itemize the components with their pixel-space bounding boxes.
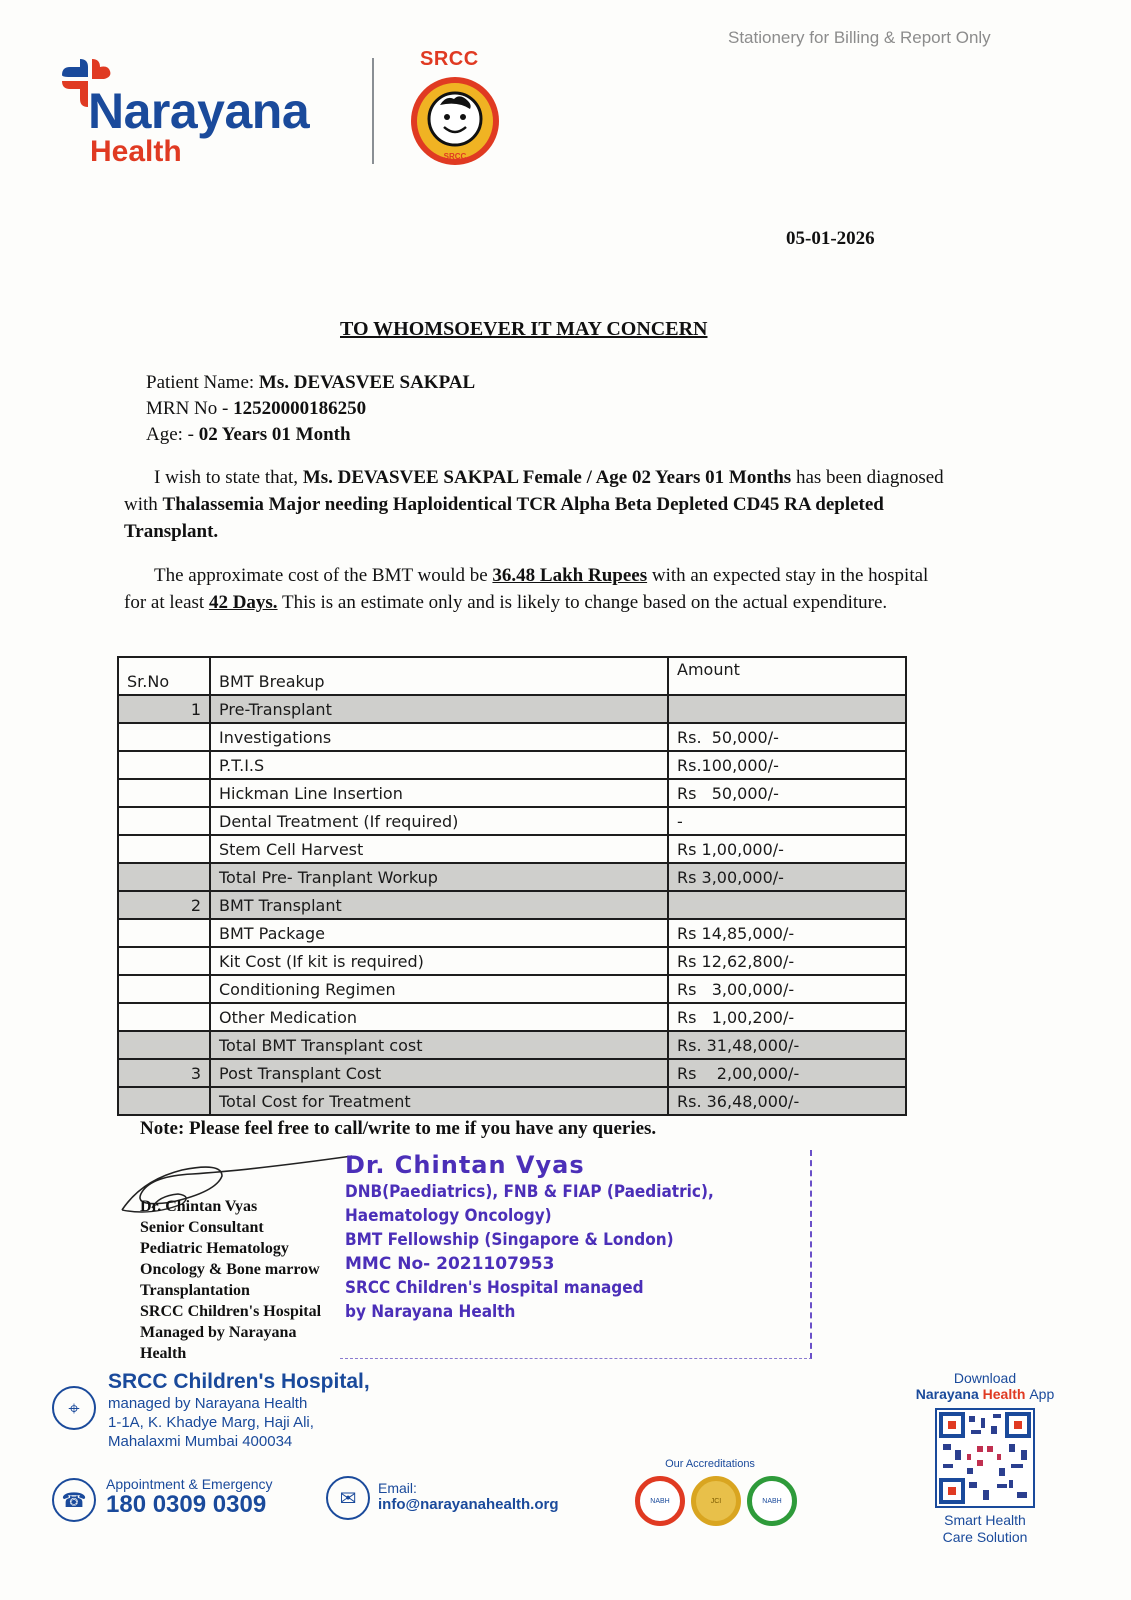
footer-email bbox=[378, 1480, 559, 1513]
table-row bbox=[118, 863, 906, 891]
table-row bbox=[118, 695, 906, 723]
cell-sr-no: 2 bbox=[118, 891, 210, 919]
cell-amount: - bbox=[668, 807, 906, 835]
footer-address-1: 1-1A, K. Khadye Marg, Haji Ali, bbox=[108, 1414, 314, 1431]
cell-sr-no: 3 bbox=[118, 1059, 210, 1087]
app-download-label: Download bbox=[953, 1370, 1017, 1386]
cell-sr-no: 1 bbox=[118, 695, 210, 723]
nabh-green-badge-icon: NABH bbox=[747, 1476, 797, 1526]
cell-sr-no bbox=[118, 919, 210, 947]
accreditation-badges bbox=[635, 1476, 797, 1526]
cell-amount: Rs 2,00,000/- bbox=[668, 1059, 906, 1087]
cell-breakup-item: BMT Package bbox=[210, 919, 668, 947]
patient-age-label: Age: - bbox=[146, 424, 195, 445]
footer-appointment bbox=[106, 1476, 273, 1518]
cost-paragraph bbox=[124, 562, 954, 616]
app-name-2: Health bbox=[982, 1386, 1026, 1402]
header-sr-no: Sr.No bbox=[118, 657, 210, 695]
signatory-department: Pediatric Hematology Oncology & Bone marrow Transplantation bbox=[140, 1240, 320, 1299]
patient-age-row bbox=[146, 422, 475, 448]
patient-name-value: Ms. DEVASVEE SAKPAL bbox=[258, 372, 476, 393]
qr-code-icon[interactable] bbox=[935, 1408, 1035, 1508]
table-row bbox=[118, 779, 906, 807]
note-text: Note: Please feel free to call/write to me if you have any queries. bbox=[140, 1118, 657, 1139]
cell-breakup-item: Investigations bbox=[210, 723, 668, 751]
signatory-name: Dr. Chintan Vyas bbox=[140, 1198, 258, 1215]
stamp-hospital-2: by Narayana Health bbox=[345, 1302, 516, 1322]
footer-managed-by: managed by Narayana Health bbox=[108, 1395, 308, 1412]
stay-days: 42 Days. bbox=[208, 592, 278, 613]
stamp-border bbox=[340, 1150, 812, 1359]
cell-breakup-item: P.T.I.S bbox=[210, 751, 668, 779]
cell-sr-no bbox=[118, 835, 210, 863]
para2-mid: with an expected stay in the hospital for at least bbox=[124, 565, 929, 613]
footer-hospital-name: SRCC Children's Hospital, bbox=[108, 1370, 370, 1393]
email-link[interactable]: info@narayanahealth.org bbox=[378, 1496, 559, 1513]
table-row bbox=[118, 947, 906, 975]
cell-sr-no bbox=[118, 807, 210, 835]
app-tagline-2: Care Solution bbox=[942, 1529, 1028, 1545]
diagnosis-paragraph bbox=[124, 464, 954, 545]
para1-patient: Ms. DEVASVEE SAKPAL Female / Age 02 Years 01 Months bbox=[302, 467, 792, 488]
cell-breakup-item: Hickman Line Insertion bbox=[210, 779, 668, 807]
cell-amount bbox=[668, 695, 906, 723]
signatory-hospital: SRCC Children's Hospital Managed by Narayana Health bbox=[140, 1303, 322, 1362]
cell-amount: Rs 1,00,000/- bbox=[668, 835, 906, 863]
approx-cost: 36.48 Lakh Rupees bbox=[492, 565, 648, 586]
cell-sr-no bbox=[118, 1003, 210, 1031]
cell-sr-no bbox=[118, 1087, 210, 1115]
cost-table-wrapper bbox=[117, 656, 907, 1116]
jci-badge-icon: JCI bbox=[691, 1476, 741, 1526]
footer-address-2: Mahalaxmi Mumbai 400034 bbox=[108, 1433, 293, 1450]
brand-sub: Health bbox=[90, 135, 182, 168]
app-name bbox=[900, 1386, 1070, 1402]
patient-mrn-value: 12520000186250 bbox=[233, 398, 367, 419]
patient-name-label: Patient Name: bbox=[146, 372, 255, 393]
stamp-name: Dr. Chintan Vyas bbox=[345, 1151, 585, 1179]
cell-amount: Rs 3,00,000/- bbox=[668, 975, 906, 1003]
table-row bbox=[118, 1087, 906, 1115]
patient-name-row bbox=[146, 370, 475, 396]
table-row bbox=[118, 1003, 906, 1031]
table-body bbox=[118, 695, 906, 1115]
cell-sr-no bbox=[118, 975, 210, 1003]
app-name-1: Narayana bbox=[915, 1386, 979, 1402]
partner-name: SRCC bbox=[420, 48, 479, 70]
stamp-fellowship: BMT Fellowship (Singapore & London) bbox=[345, 1230, 674, 1250]
appointment-label: Appointment & Emergency bbox=[106, 1476, 273, 1492]
brand-name: Narayana bbox=[88, 83, 310, 139]
app-tagline-1: Smart Health bbox=[944, 1512, 1026, 1528]
cell-breakup-item: Post Transplant Cost bbox=[210, 1059, 668, 1087]
location-pin-icon: ⌖ bbox=[52, 1386, 96, 1430]
letter-date: 05-01-2026 bbox=[786, 228, 875, 249]
cell-breakup-item: Kit Cost (If kit is required) bbox=[210, 947, 668, 975]
table-row bbox=[118, 835, 906, 863]
phone-number-link[interactable]: 180 0309 0309 bbox=[106, 1491, 267, 1518]
app-download-block bbox=[900, 1370, 1070, 1546]
table-row bbox=[118, 891, 906, 919]
signature-block bbox=[140, 1196, 330, 1364]
para1-diagnosis: Thalassemia Major needing Haploidentical TCR Alpha Beta Depleted CD45 RA depleted Transplant. bbox=[124, 494, 884, 542]
cell-breakup-item: Pre-Transplant bbox=[210, 695, 668, 723]
cell-amount: Rs 50,000/- bbox=[668, 779, 906, 807]
partner-ring-text: SRCC bbox=[443, 152, 467, 161]
para2-tail: This is an estimate only and is likely to change based on the actual expenditure. bbox=[281, 592, 888, 613]
para2-lead: The approximate cost of the BMT would be bbox=[154, 565, 488, 586]
phone-icon: ☎ bbox=[52, 1478, 96, 1522]
cell-sr-no bbox=[118, 751, 210, 779]
cell-sr-no bbox=[118, 723, 210, 751]
stationery-note: Stationery for Billing & Report Only bbox=[728, 28, 991, 47]
table-row bbox=[118, 1031, 906, 1059]
cell-breakup-item: Total Cost for Treatment bbox=[210, 1087, 668, 1115]
table-row bbox=[118, 1059, 906, 1087]
cell-sr-no bbox=[118, 947, 210, 975]
cell-amount: Rs 12,62,800/- bbox=[668, 947, 906, 975]
header-bmt-breakup: BMT Breakup bbox=[210, 657, 668, 695]
table-row bbox=[118, 751, 906, 779]
bmt-cost-table bbox=[117, 656, 907, 1116]
cell-sr-no bbox=[118, 863, 210, 891]
app-name-3: App bbox=[1029, 1386, 1055, 1402]
patient-mrn-row bbox=[146, 396, 475, 422]
para1-lead: I wish to state that, bbox=[154, 467, 299, 488]
table-header-row bbox=[118, 657, 906, 695]
cell-breakup-item: Conditioning Regimen bbox=[210, 975, 668, 1003]
para1-mid: has been diagnosed with bbox=[124, 467, 944, 515]
cell-amount: Rs 14,85,000/- bbox=[668, 919, 906, 947]
cell-amount: Rs.100,000/- bbox=[668, 751, 906, 779]
cell-amount: Rs. 31,48,000/- bbox=[668, 1031, 906, 1059]
cell-breakup-item: Other Medication bbox=[210, 1003, 668, 1031]
accreditations-label: Our Accreditations bbox=[665, 1458, 755, 1470]
letter-heading: TO WHOMSOEVER IT MAY CONCERN bbox=[340, 318, 708, 340]
patient-details bbox=[146, 370, 475, 448]
cell-amount: Rs 3,00,000/- bbox=[668, 863, 906, 891]
stamp-mmc-no: MMC No- 2021107953 bbox=[345, 1254, 555, 1274]
logo-divider bbox=[372, 58, 374, 164]
stamp-qualification-2: Haematology Oncology) bbox=[345, 1206, 552, 1226]
srcc-smiley-logo-icon bbox=[408, 75, 502, 167]
cell-sr-no bbox=[118, 779, 210, 807]
email-icon: ✉ bbox=[326, 1476, 370, 1520]
stamp-qualification-1: DNB(Paediatrics), FNB & FIAP (Paediatric), bbox=[345, 1182, 714, 1202]
patient-age-value: 02 Years 01 Month bbox=[198, 424, 351, 445]
cell-breakup-item: Total BMT Transplant cost bbox=[210, 1031, 668, 1059]
email-label: Email: bbox=[378, 1480, 417, 1496]
cell-breakup-item: BMT Transplant bbox=[210, 891, 668, 919]
cell-breakup-item: Total Pre- Tranplant Workup bbox=[210, 863, 668, 891]
footer-hospital-address bbox=[108, 1370, 370, 1451]
cell-sr-no bbox=[118, 1031, 210, 1059]
stamp-hospital-1: SRCC Children's Hospital managed bbox=[345, 1278, 644, 1298]
table-row bbox=[118, 807, 906, 835]
table-row bbox=[118, 975, 906, 1003]
cell-breakup-item: Stem Cell Harvest bbox=[210, 835, 668, 863]
cell-amount bbox=[668, 891, 906, 919]
cell-amount: Rs. 36,48,000/- bbox=[668, 1087, 906, 1115]
header-amount: Amount bbox=[668, 657, 906, 695]
table-row bbox=[118, 919, 906, 947]
signatory-title: Senior Consultant bbox=[140, 1219, 264, 1236]
table-row bbox=[118, 723, 906, 751]
cell-breakup-item: Dental Treatment (If required) bbox=[210, 807, 668, 835]
cell-amount: Rs. 50,000/- bbox=[668, 723, 906, 751]
nabh-badge-icon: NABH bbox=[635, 1476, 685, 1526]
cell-amount: Rs 1,00,200/- bbox=[668, 1003, 906, 1031]
patient-mrn-label: MRN No - bbox=[146, 398, 229, 419]
